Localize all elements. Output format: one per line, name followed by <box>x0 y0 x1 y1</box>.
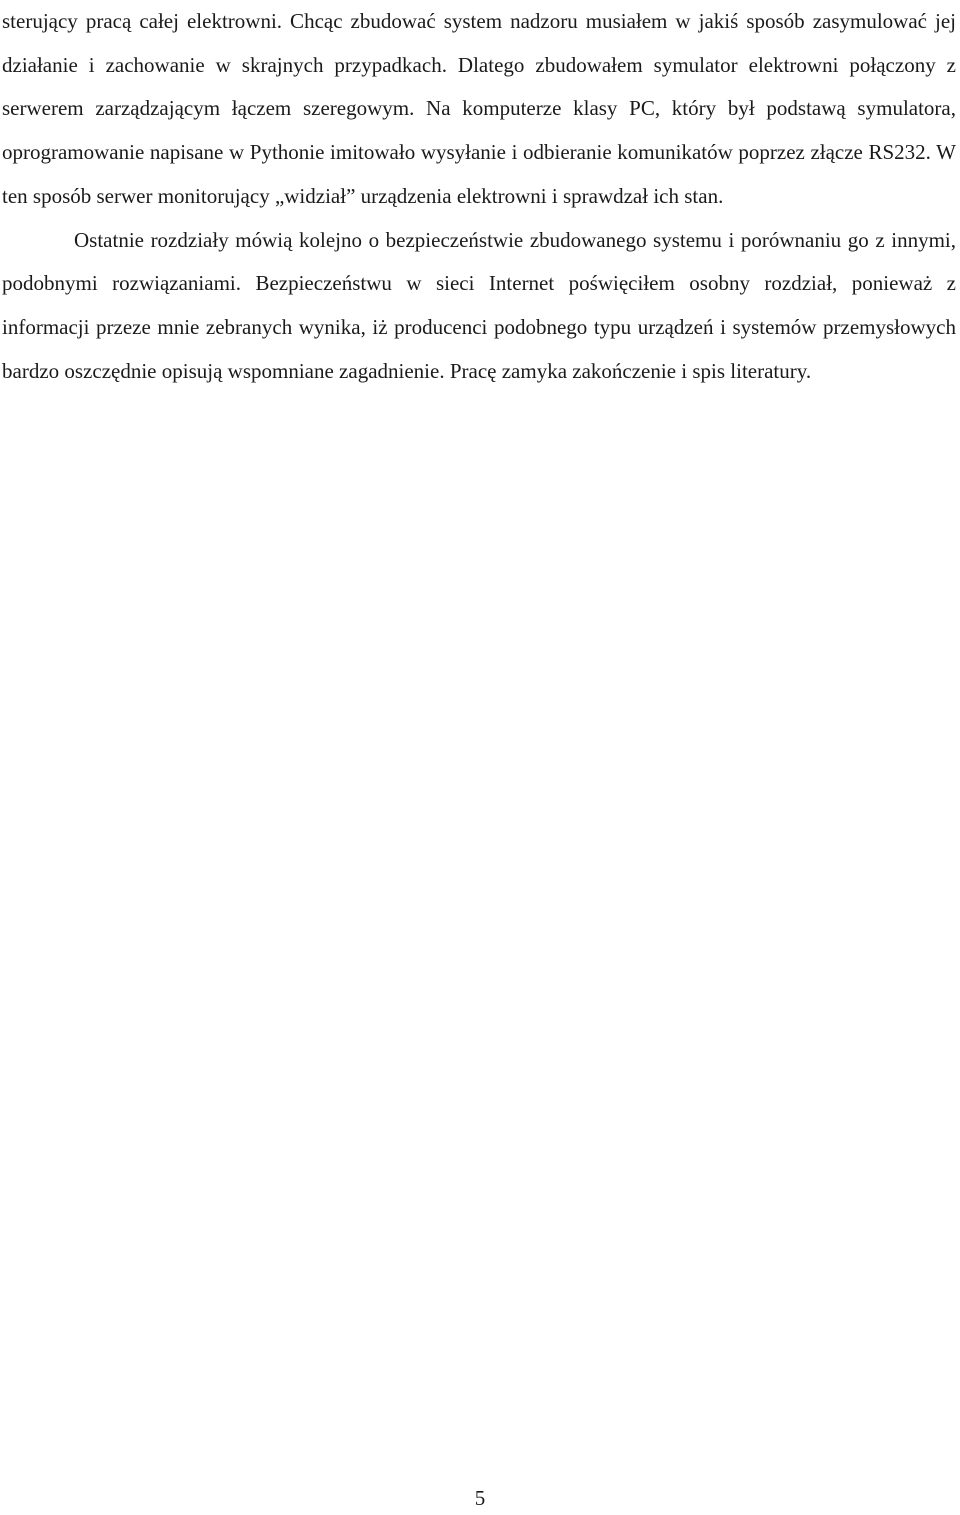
body-text <box>2 0 956 393</box>
page-number: 5 <box>474 1486 486 1510</box>
paragraph-summary: Ostatnie rozdziały mówią kolejno o bezpieczeństwie zbudowanego systemu i porównaniu go z innymi, podobnymi rozwiązaniami. Bezpieczeństwu w sieci Internet poświęciłem osobny rozdział, ponieważ z informacji przeze mnie zebranych wynika, iż producenci podobnego typu urządzeń i systemów przemysłowych bardzo oszczędnie opisują wspomniane zagadnienie. Pracę zamyka zakończenie i spis literatury. <box>2 227 956 383</box>
paragraph-continuation: sterujący pracą całej elektrowni. Chcąc zbudować system nadzoru musiałem w jakiś sposób zasymulować jej działanie i zachowanie w skrajnych przypadkach. Dlatego zbudowałem symulator elektrowni połączony z serwerem zarządzającym łączem szeregowym. Na komputerze klasy PC, który był podstawą symulatora, oprogramowanie napisane w Pythonie imitowało wysyłanie i odbieranie komunikatów poprzez złącze RS232. W ten sposób serwer monitorujący „widział” urządzenia elektrowni i sprawdzał ich stan. <box>2 9 956 208</box>
